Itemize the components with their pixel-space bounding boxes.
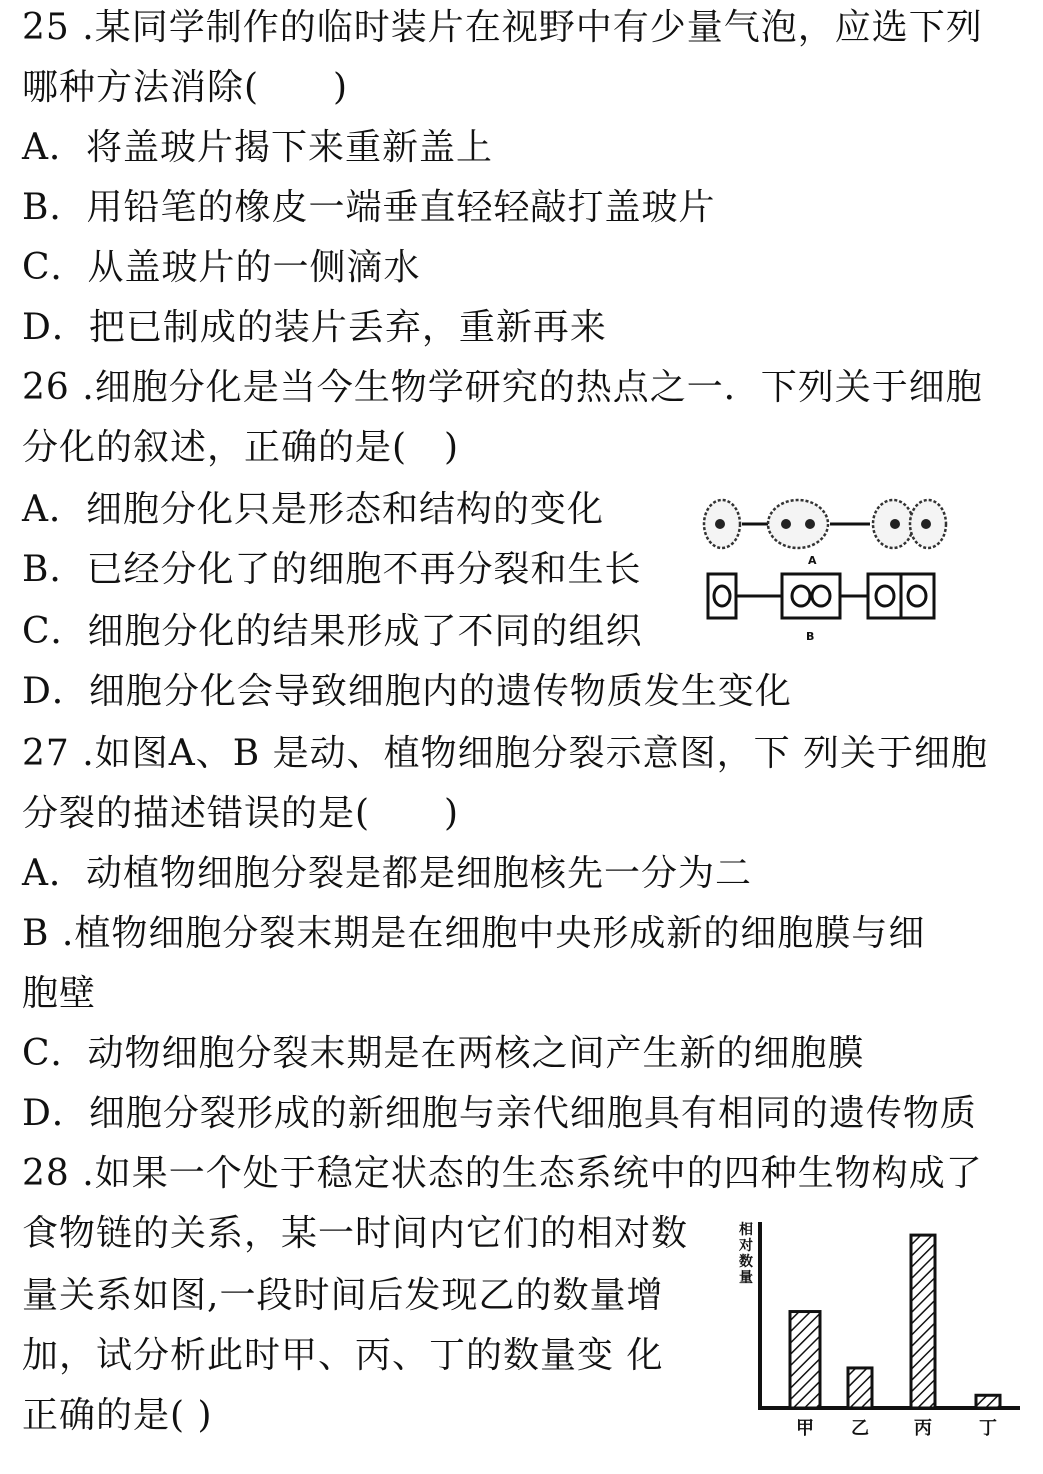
y-axis-label-char: 数	[739, 1254, 753, 1270]
figure-label-a: A	[808, 554, 817, 567]
animal-cell-dividing	[768, 500, 828, 548]
bar-1	[848, 1368, 872, 1408]
x-tick-label: 乙	[851, 1418, 869, 1439]
q27-option-b-line1: B .植物细胞分裂末期是在细胞中央形成新的细胞膜与细	[22, 913, 926, 954]
q27-option-d: D．细胞分裂形成的新细胞与亲代细胞具有相同的遗传物质	[22, 1093, 977, 1134]
bar-2	[911, 1235, 935, 1408]
q26-option-b: B．已经分化了的细胞不再分裂和生长	[22, 549, 642, 590]
q26-stem-line1: 26 .细胞分化是当今生物学研究的热点之一．下列关于细胞	[22, 367, 983, 408]
q27-stem-line2: 分裂的描述错误的是( )	[22, 793, 460, 834]
y-axis-label-char: 对	[739, 1238, 753, 1254]
q25-stem-line1: 25 .某同学制作的临时装片在视野中有少量气泡，应选下列	[22, 7, 983, 48]
x-tick-label: 丙	[914, 1418, 932, 1439]
y-axis-label-char: 相	[739, 1222, 753, 1238]
animal-cell-division-row	[704, 500, 946, 548]
q26-stem-line2: 分化的叙述，正确的是( )	[22, 427, 460, 468]
x-tick-label: 丁	[979, 1418, 997, 1439]
animal-cell-nucleus	[890, 519, 900, 529]
q27-option-a: A．动植物细胞分裂是都是细胞核先一分为二	[22, 853, 752, 894]
q26-option-d: D．细胞分化会导致细胞内的遗传物质发生变化	[22, 671, 792, 712]
q27-option-b-line2: 胞壁	[22, 973, 97, 1014]
animal-cell-nucleus	[715, 519, 725, 529]
cell-division-figure	[690, 488, 960, 648]
plant-cell-parent	[708, 574, 736, 618]
x-tick-label: 甲	[796, 1418, 814, 1439]
q25-stem-line2: 哪种方法消除( )	[22, 67, 349, 108]
q28-stem-line1: 28 .如果一个处于稳定状态的生态系统中的四种生物构成了	[22, 1153, 983, 1194]
q27-option-c: C．动物细胞分裂末期是在两核之间产生新的细胞膜	[22, 1033, 865, 1074]
animal-cell-nucleus	[805, 519, 815, 529]
q28-stem-line3: 量关系如图,一段时间后发现乙的数量增	[22, 1275, 664, 1316]
q27-stem-line1: 27 .如图A、B 是动、植物细胞分裂示意图，下 列关于细胞	[22, 733, 989, 774]
q25-option-d: D．把已制成的装片丢弃，重新再来	[22, 307, 607, 348]
q28-stem-line5: 正确的是( )	[22, 1395, 213, 1436]
q28-stem-line2: 食物链的关系，某一时间内它们的相对数	[22, 1213, 689, 1254]
y-axis-label-group	[738, 1221, 753, 1286]
y-axis-label-char: 量	[739, 1270, 753, 1286]
figure-label-b: B	[806, 630, 815, 643]
q25-option-a: A．将盖玻片揭下来重新盖上	[22, 127, 493, 168]
q26-option-a: A．细胞分化只是形态和结构的变化	[22, 489, 604, 530]
animal-cell-nucleus	[921, 519, 931, 529]
q25-option-b: B．用铅笔的橡皮一端垂直轻轻敲打盖玻片	[22, 187, 716, 228]
bars-group	[790, 1235, 1000, 1408]
q25-option-c: C．从盖玻片的一侧滴水	[22, 247, 421, 288]
animal-cell-nucleus	[781, 519, 791, 529]
plant-cell-division-row	[708, 574, 934, 618]
q26-option-c: C．细胞分化的结果形成了不同的组织	[22, 611, 643, 652]
relative-quantity-bar-chart	[730, 1210, 1030, 1450]
bar-3	[976, 1395, 1000, 1408]
x-labels-group	[796, 1418, 997, 1439]
q28-stem-line4: 加，试分析此时甲、丙、丁的数量变 化	[22, 1335, 664, 1376]
bar-0	[790, 1312, 820, 1408]
